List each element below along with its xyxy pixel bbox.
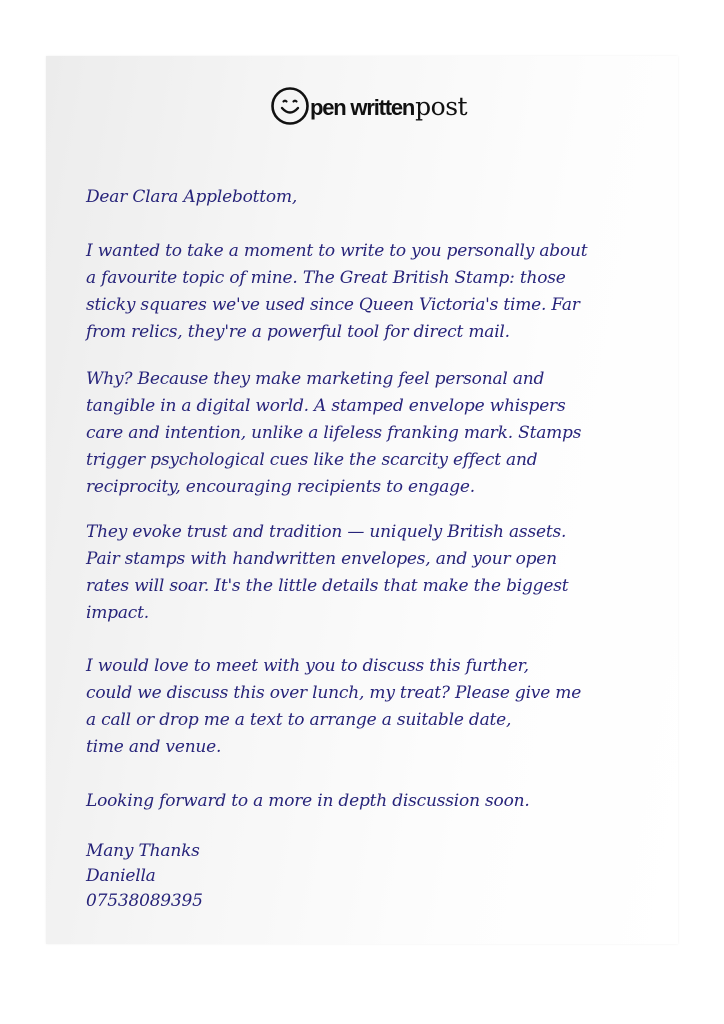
paragraph-4-line: I would love to meet with you to discuss this further, <box>86 656 529 676</box>
paragraph-1-line: sticky squares we've used since Queen Victoria's time. Far <box>86 295 580 315</box>
logo-text-main: pen written <box>310 94 415 120</box>
paragraph-1-line: from relics, they're a powerful tool for direct mail. <box>86 322 510 342</box>
paragraph-1-line: a favourite topic of mine. The Great British Stamp: those <box>86 268 566 288</box>
salutation: Dear Clara Applebottom, <box>86 187 298 207</box>
paragraph-2-line: care and intention, unlike a lifeless franking mark. Stamps <box>86 423 582 443</box>
paragraph-4-line: a call or drop me a text to arrange a suitable date, <box>86 710 512 730</box>
logo-text <box>310 92 467 121</box>
paragraph-2-line: Why? Because they make marketing feel personal and <box>86 369 545 389</box>
logo-text-post: post <box>415 91 468 121</box>
paragraph-3-line: They evoke trust and tradition — uniquely British assets. <box>86 522 567 542</box>
closing-line: Looking forward to a more in depth discussion soon. <box>86 791 530 811</box>
paragraph-4-line: could we discuss this over lunch, my treat? Please give me <box>86 683 582 703</box>
paragraph-3-line: Pair stamps with handwritten envelopes, and your open <box>86 549 557 569</box>
signoff: Many Thanks <box>86 841 200 861</box>
paragraph-2-line: trigger psychological cues like the scarcity effect and <box>86 450 538 470</box>
paragraph-1-line: I wanted to take a moment to write to you personally about <box>86 241 588 261</box>
logo <box>270 86 467 126</box>
paragraph-3-line: impact. <box>86 603 149 623</box>
signature-name: Daniella <box>86 866 156 886</box>
phone-number: 07538089395 <box>86 891 203 911</box>
paragraph-4-line: time and venue. <box>86 737 222 757</box>
smiley-face-icon <box>270 86 310 126</box>
paragraph-2-line: reciprocity, encouraging recipients to engage. <box>86 477 475 497</box>
paragraph-3-line: rates will soar. It's the little details that make the biggest <box>86 576 569 596</box>
paragraph-2-line: tangible in a digital world. A stamped envelope whispers <box>86 396 566 416</box>
